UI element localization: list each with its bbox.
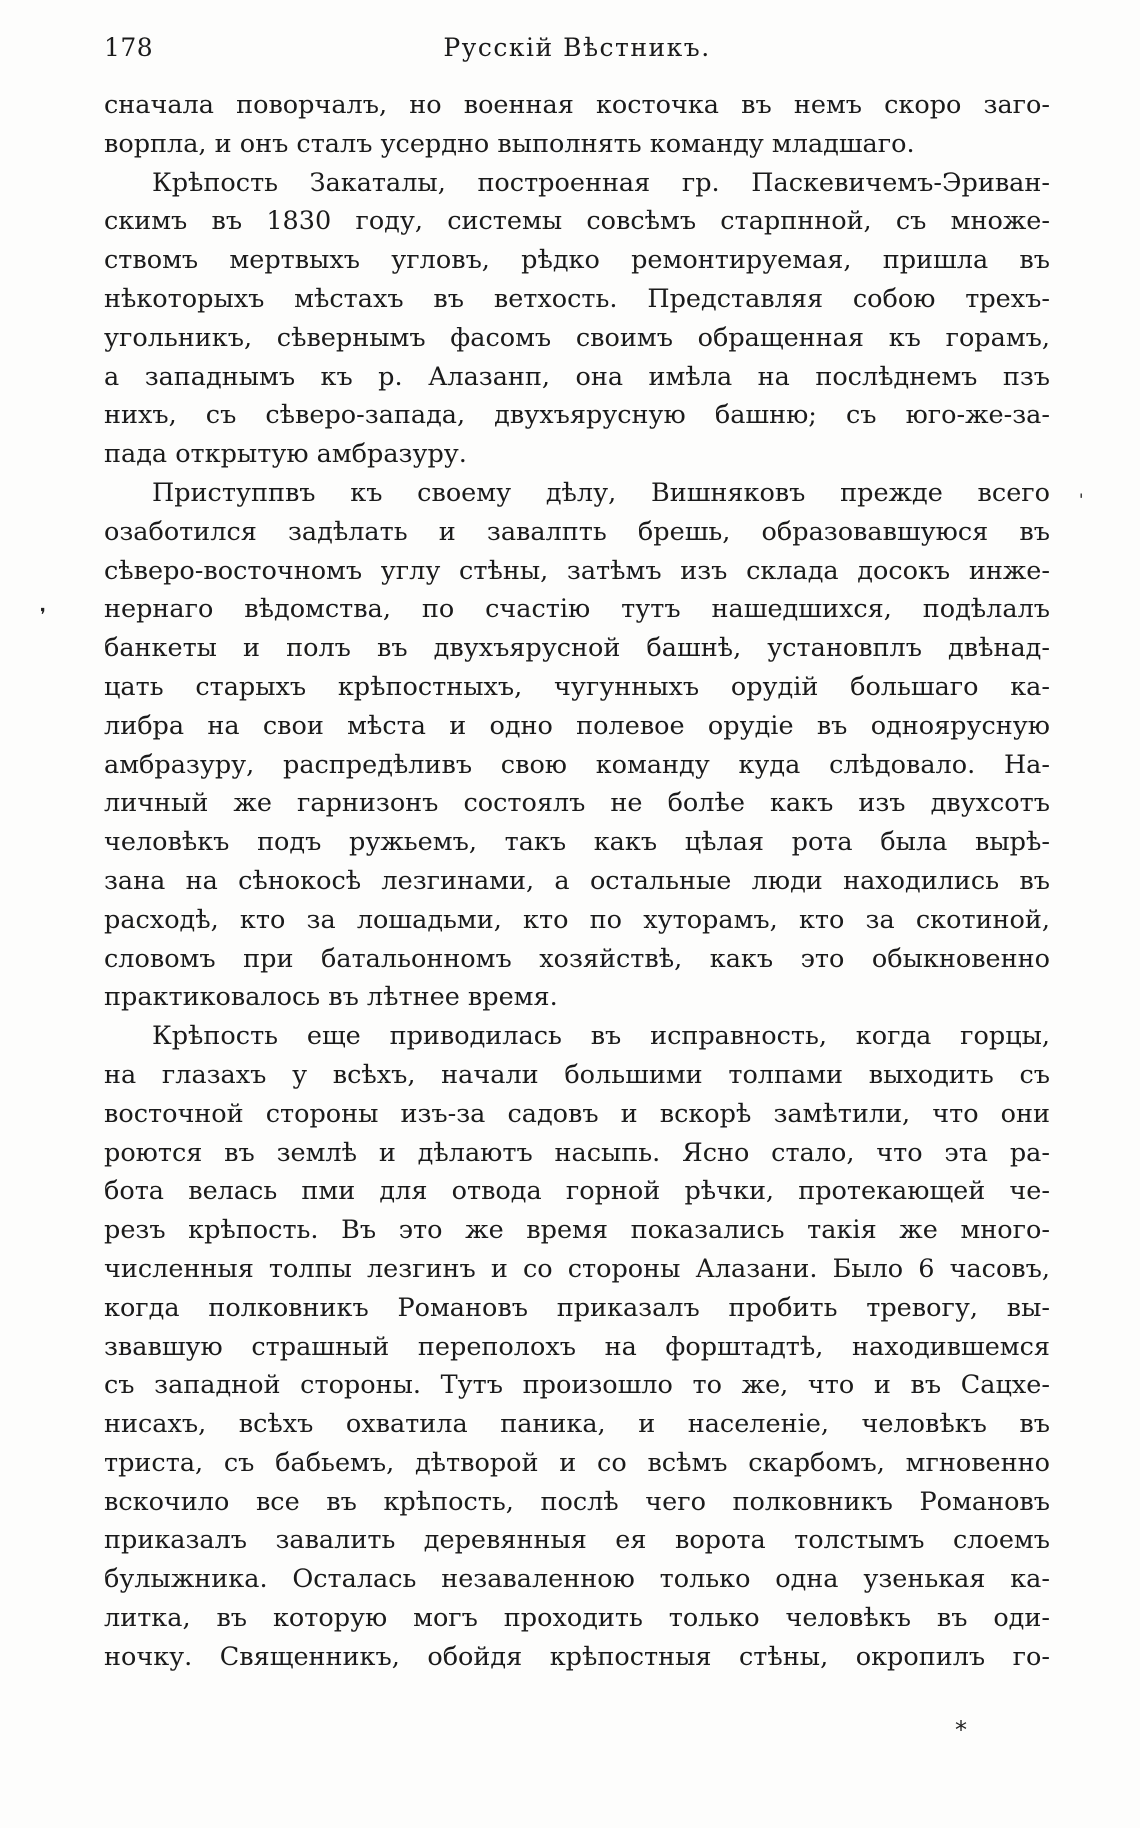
text-line: угольникъ, сѣвернымъ фасомъ своимъ обращенная къ горамъ, [104,322,1050,353]
paragraph-start-line: Крѣпость Закаталы, построенная гр. Паскевичемъ-Эриван- [152,167,1050,198]
text-line: восточной стороны изъ-за садовъ и вскорѣ замѣтили, что они [104,1098,1050,1129]
text-line: булыжника. Осталась незаваленною только одна узенькая ка- [104,1564,1050,1595]
text-line: звавшую страшный переполохъ на форштадтѣ, находившемся [104,1331,1050,1362]
text-line: литка, въ которую могъ проходить только человѣкъ въ оди- [104,1603,1050,1634]
text-line: личный же гарнизонъ состоялъ не болѣе какъ изъ двухсотъ [104,788,1050,819]
text-line: словомъ при батальонномъ хозяйствѣ, какъ это обыкновенно [104,943,1050,974]
text-line: когда полковникъ Романовъ приказалъ пробить тревогу, вы- [104,1292,1050,1323]
text-line: ствомъ мертвыхъ угловъ, рѣдко ремонтируемая, пришла въ [104,245,1050,276]
text-line: триста, съ бабьемъ, дѣтворой и со всѣмъ скарбомъ, мгновенно [104,1447,1050,1478]
margin-left-mark: ❜ [40,605,46,626]
body-text [104,86,1050,1677]
text-line: озаботился задѣлать и завалпть брешь, образовавшуюся въ [104,516,1050,547]
page-header [104,30,1050,66]
text-line: ночку. Священникъ, обойдя крѣпостныя стѣны, окропилъ го- [104,1641,1050,1672]
running-title: Русскій Вѣстникъ. [443,33,711,62]
text-line: цать старыхъ крѣпостныхъ, чугунныхъ орудій большаго ка- [104,671,1050,702]
text-line: нисахъ, всѣхъ охватила паника, и населеніе, человѣкъ въ [104,1409,1050,1440]
text-line: зана на сѣнокосѣ лезгинами, а остальные люди находились въ [104,865,1050,896]
text-line: вскочило все въ крѣпость, послѣ чего полковникъ Романовъ [104,1486,1050,1517]
text-line: съ западной стороны. Тутъ произошло то же, что и въ Сацхе- [104,1370,1050,1401]
text-line: роются въ землѣ и дѣлаютъ насыпь. Ясно стало, что эта ра- [104,1137,1050,1168]
text-line: расходѣ, кто за лошадьми, кто по хуторамъ, кто за скотиной, [104,904,1050,935]
text-line: скимъ въ 1830 году, системы совсѣмъ старпнной, съ множе- [104,206,1050,237]
text-line: бота велась пми для отвода горной рѣчки, протекающей че- [104,1176,1050,1207]
text-line: банкеты и полъ въ двухъярусной башнѣ, установплъ двѣнад- [104,633,1050,664]
text-line: на глазахъ у всѣхъ, начали большими толпами выходить съ [104,1059,1050,1090]
text-line: либра на свои мѣста и одно полевое орудіе въ одноярусную [104,710,1050,741]
text-line: пада открытую амбразуру. [104,439,467,470]
text-line: нѣкоторыхъ мѣстахъ въ ветхость. Представляя собою трехъ- [104,283,1050,314]
text-line: а западнымъ къ р. Алазанп, она имѣла на послѣднемъ пзъ [104,361,1050,392]
margin-dot-mark: ' [1079,490,1084,509]
signature-star-mark: * [955,1716,967,1744]
text-line: практиковалось въ лѣтнее время. [104,982,558,1013]
paragraph-start-line: Крѣпость еще приводилась въ исправность, когда горцы, [152,1021,1050,1052]
text-line: ворпла, и онъ сталъ усердно выполнять команду младшаго. [104,128,915,159]
text-line: человѣкъ подъ ружьемъ, такъ какъ цѣлая рота была вырѣ- [104,827,1050,858]
text-line: сѣверо-восточномъ углу стѣны, затѣмъ изъ склада досокъ инже- [104,555,1050,586]
page-number: 178 [104,33,154,62]
text-line: резъ крѣпость. Въ это же время показались такія же много- [104,1215,1050,1246]
text-line: нернаго вѣдомства, по счастію тутъ нашедшихся, подѣлалъ [104,594,1050,625]
text-line: приказалъ завалить деревянныя ея ворота толстымъ слоемъ [104,1525,1050,1556]
paragraph-start-line: Приступпвъ къ своему дѣлу, Вишняковъ прежде всего [152,477,1050,508]
text-line: численныя толпы лезгинъ и со стороны Алазани. Было 6 часовъ, [104,1253,1050,1284]
text-line: нихъ, съ сѣверо-запада, двухъярусную башню; съ юго-же-за- [104,400,1050,431]
text-line: сначала поворчалъ, но военная косточка въ немъ скоро заго- [104,90,1050,120]
text-line: амбразуру, распредѣливъ свою команду куда слѣдовало. На- [104,749,1050,780]
